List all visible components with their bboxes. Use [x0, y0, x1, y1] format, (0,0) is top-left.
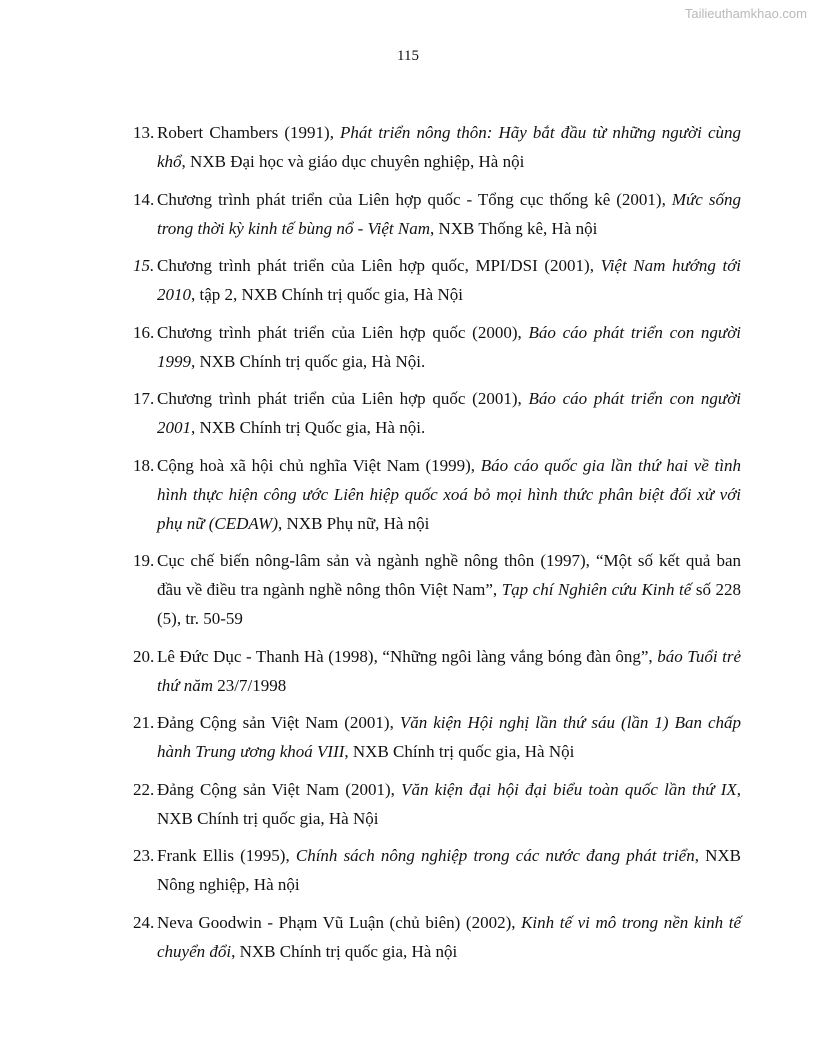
reference-authors: Frank Ellis (1995), [157, 846, 296, 865]
reference-list [133, 118, 741, 974]
reference-item [133, 708, 741, 766]
reference-item [133, 775, 741, 833]
reference-authors: Cục chế biến nông-lâm sản và ngành nghề nông thôn (1997), “Một số kết quả ban đầu về điều tra ngành nghề nông thôn Việt Nam”, [157, 551, 741, 599]
reference-publisher: 23/7/1998 [213, 675, 287, 695]
reference-number: 21. [133, 713, 155, 732]
reference-number: 16. [133, 322, 155, 342]
reference-authors: Chương trình phát triển của Liên hợp quốc (2000), [157, 322, 529, 342]
reference-item [133, 118, 741, 176]
reference-title: báo Tuổi trẻ thứ năm [157, 646, 741, 695]
reference-publisher: , NXB Nông nghiệp, Hà nội [157, 846, 741, 894]
reference-number: 19. [133, 551, 155, 570]
reference-authors: Lê Đức Dục - Thanh Hà (1998), “Những ngôi làng vắng bóng đàn ông”, [157, 646, 658, 666]
reference-publisher: số 228 (5), tr. 50-59 [157, 580, 742, 628]
reference-item [133, 642, 741, 700]
reference-publisher: , tập 2, NXB Chính trị quốc gia, Hà Nội [191, 285, 463, 304]
reference-title: Báo cáo phát triển con người 1999 [157, 322, 741, 371]
reference-number: 15. [133, 256, 155, 275]
reference-title: Văn kiện Hội nghị lần thứ sáu (lần 1) Ban chấp hành Trung ương khoá VIII [157, 713, 741, 761]
reference-authors: Robert Chambers (1991), [157, 123, 341, 142]
reference-item [133, 251, 741, 309]
page-number: 115 [397, 48, 419, 64]
reference-item [133, 451, 741, 538]
reference-publisher: , NXB Chính trị quốc gia, Hà Nội. [191, 351, 426, 371]
reference-number: 23. [133, 846, 155, 865]
reference-publisher: , NXB Đại học và giáo dục chuyên nghiệp, Hà nội [181, 152, 525, 171]
reference-publisher: , NXB Thống kê, Hà nội [430, 218, 598, 238]
watermark-text: Tailieuthamkhao.com [684, 6, 807, 21]
reference-title: Kinh tế vi mô trong nền kinh tế chuyển đổi [157, 912, 741, 961]
reference-publisher: , NXB Phụ nữ, Hà nội [278, 513, 430, 533]
reference-item [133, 318, 741, 376]
reference-item [133, 908, 741, 966]
reference-authors: Chương trình phát triển của Liên hợp quốc (2001), [157, 389, 529, 408]
reference-publisher: , NXB Chính trị quốc gia, Hà Nội [344, 742, 575, 761]
reference-number: 18. [133, 455, 155, 475]
reference-authors: Đảng Cộng sản Việt Nam (2001), [157, 713, 400, 732]
reference-title: Chính sách nông nghiệp trong các nước đang phát triển [295, 846, 695, 865]
reference-title: Báo cáo quốc gia lần thứ hai về tình hình thực hiện công ước Liên hiệp quốc xoá bỏ mọi hình thức phân biệt đối xử với phụ nữ (CEDAW) [157, 455, 741, 533]
reference-number: 22. [133, 779, 155, 799]
reference-title: Mức sống trong thời kỳ kinh tế bùng nổ - Việt Nam [157, 189, 741, 238]
reference-item [133, 841, 741, 899]
reference-publisher: , NXB Chính trị quốc gia, Hà Nội [157, 779, 741, 828]
reference-authors: Chương trình phát triển của Liên hợp quốc - Tổng cục thống kê (2001), [157, 189, 672, 209]
reference-number: 17. [133, 389, 155, 408]
reference-title: Tạp chí Nghiên cứu Kinh tế [501, 580, 692, 599]
reference-authors: Chương trình phát triển của Liên hợp quốc, MPI/DSI (2001), [157, 256, 601, 275]
reference-number: 13. [133, 123, 155, 142]
reference-item [133, 185, 741, 243]
reference-authors: Đảng Cộng sản Việt Nam (2001), [157, 779, 402, 799]
reference-publisher: , NXB Chính trị Quốc gia, Hà nội. [191, 418, 426, 437]
reference-item [133, 546, 741, 633]
reference-title: Báo cáo phát triển con người 2001 [157, 389, 741, 437]
reference-number: 24. [133, 912, 155, 932]
reference-authors: Cộng hoà xã hội chủ nghĩa Việt Nam (1999), [157, 455, 481, 475]
reference-authors: Neva Goodwin - Phạm Vũ Luận (chủ biên) (2002), [157, 912, 522, 932]
reference-item [133, 384, 741, 442]
reference-title: Việt Nam hướng tới 2010 [157, 256, 741, 304]
reference-number: 20. [133, 646, 155, 666]
reference-title: Phát triển nông thôn: Hãy bắt đầu từ những người cùng khổ [157, 123, 741, 171]
reference-number: 14. [133, 189, 155, 209]
reference-publisher: , NXB Chính trị quốc gia, Hà nội [231, 941, 458, 961]
reference-title: Văn kiện đại hội đại biểu toàn quốc lần thứ IX [401, 779, 737, 799]
